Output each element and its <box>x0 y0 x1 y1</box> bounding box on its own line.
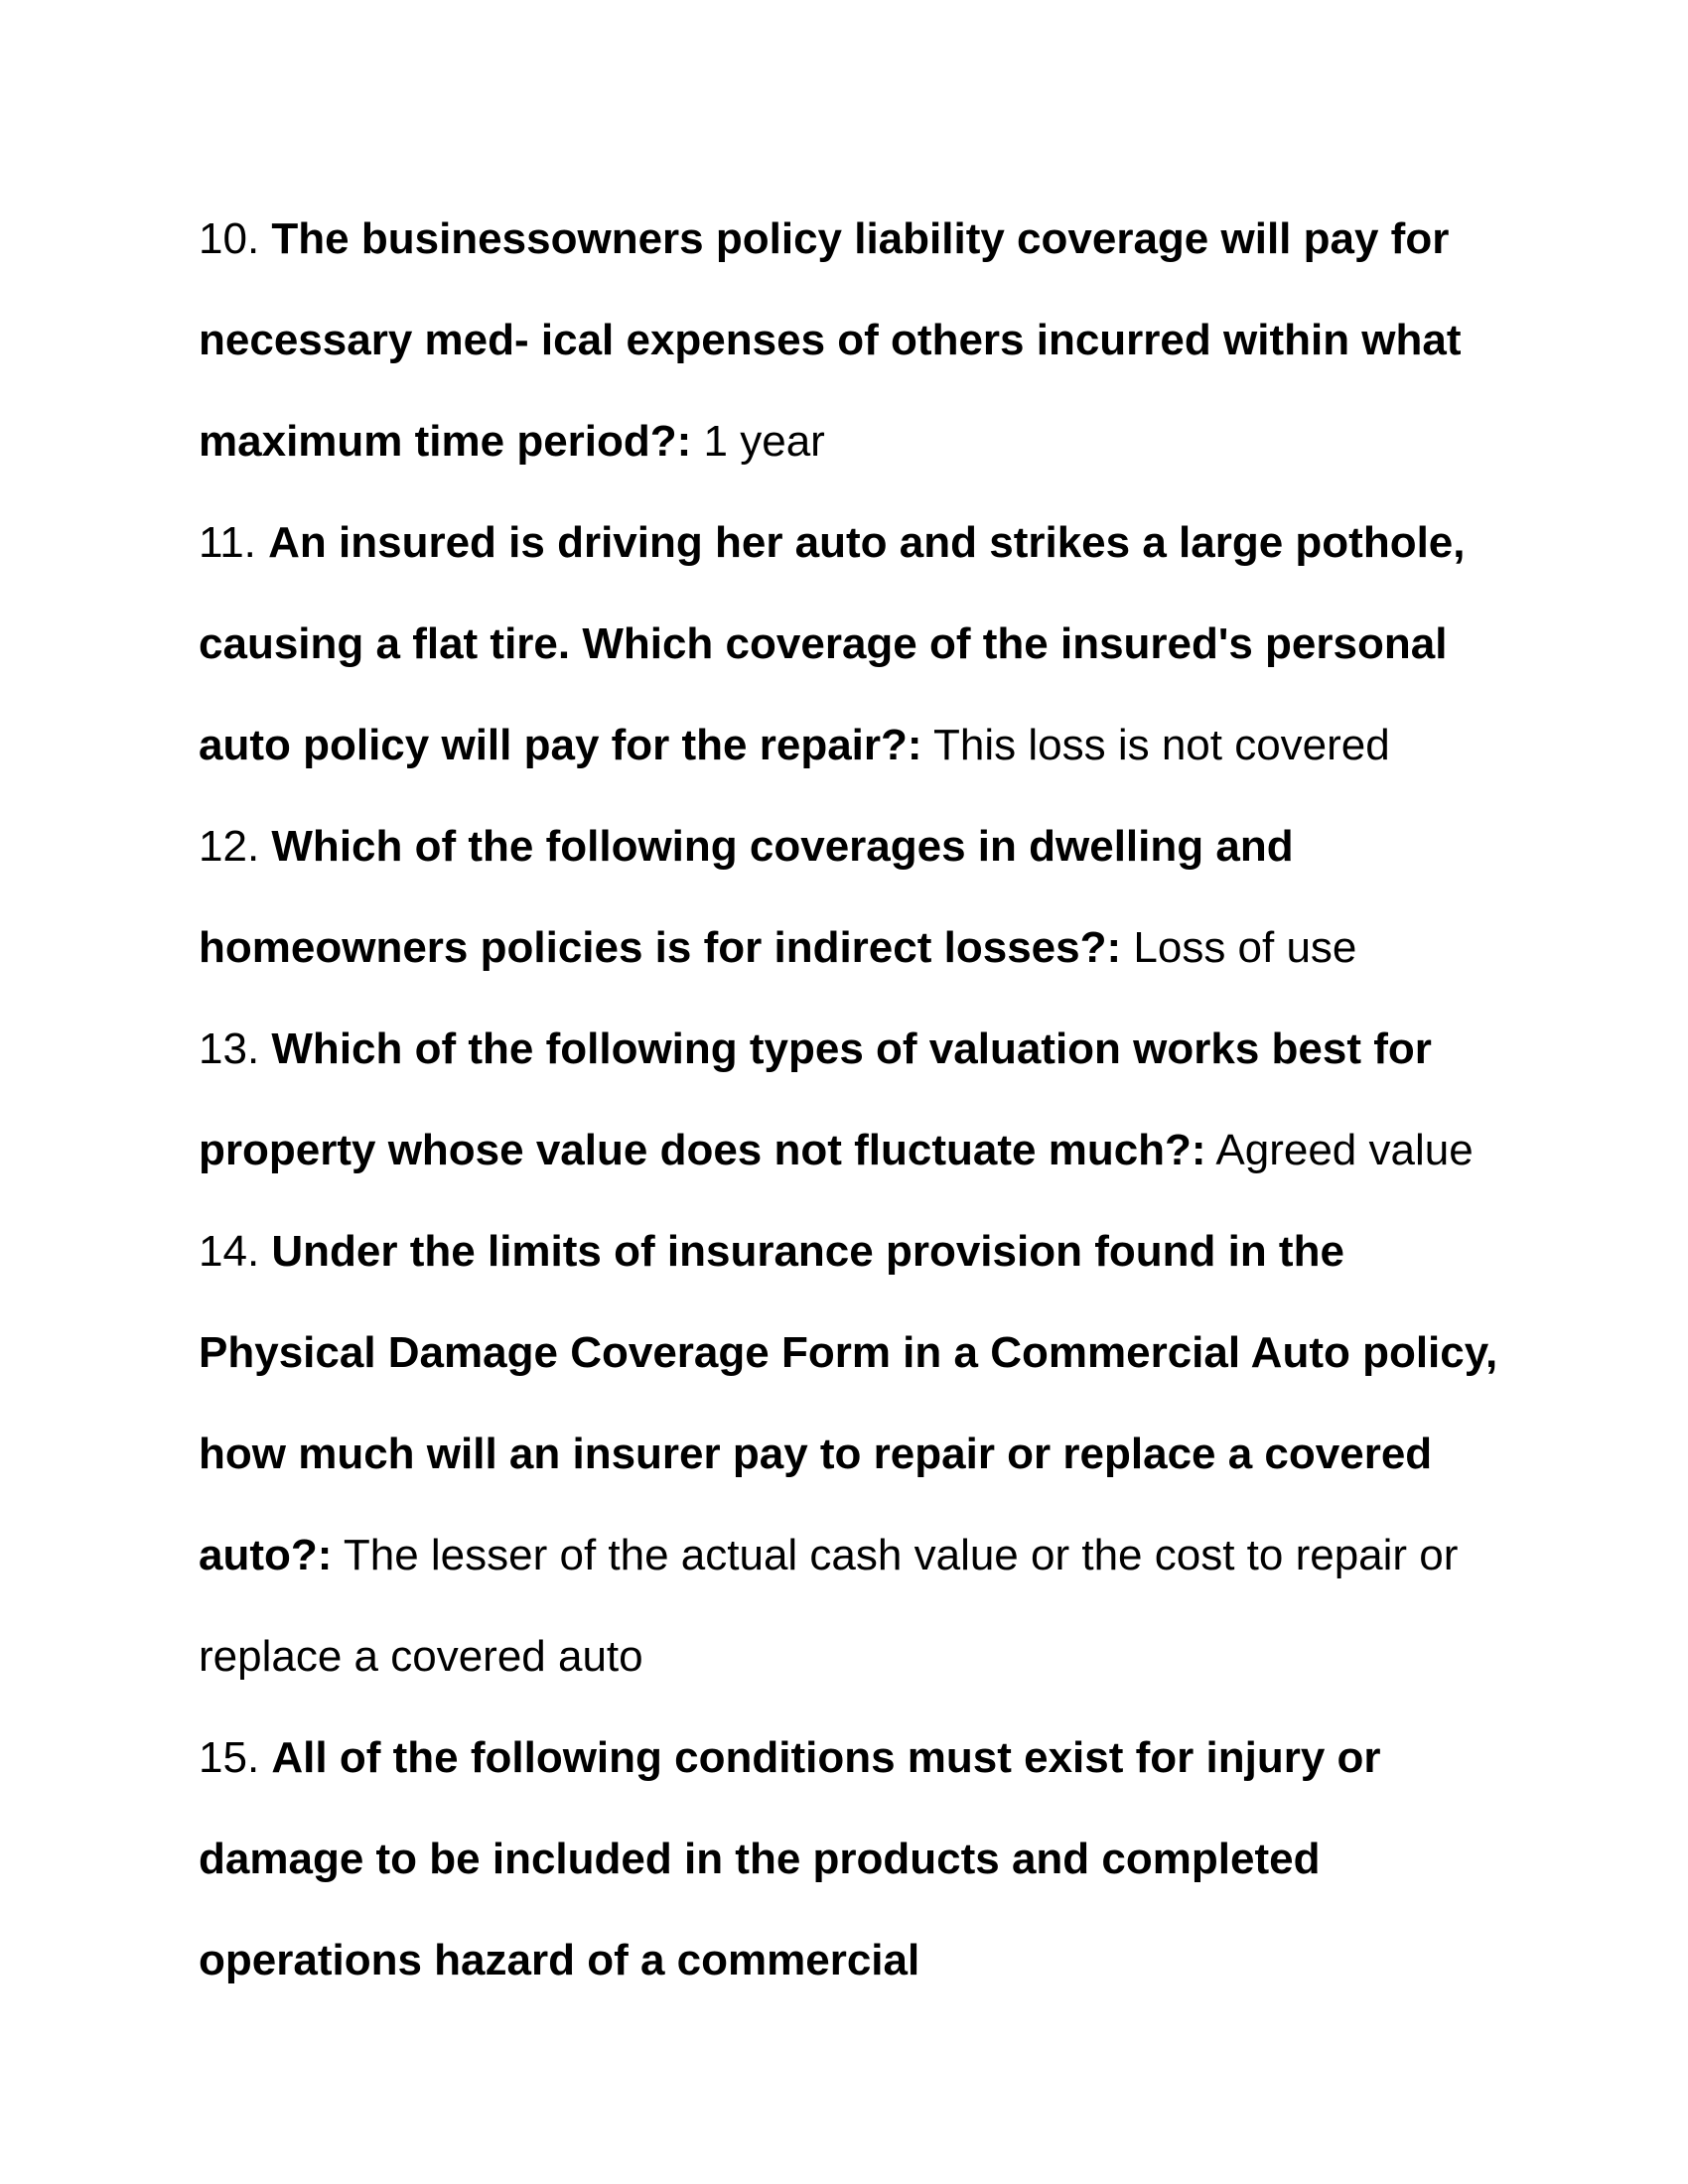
answer-text: Loss of use <box>1133 923 1357 972</box>
question-text: Which of the following types of valuation works best for property whose value does not fluctuate much?: <box>199 1024 1432 1174</box>
question-text: The businessowners policy liability coverage will pay for necessary med- ical expenses of others incurred within what maximum time period?: <box>199 214 1462 466</box>
answer-text: The lesser of the actual cash value or the cost to repair or replace a covered auto <box>199 1531 1459 1681</box>
item-number: 12. <box>199 822 260 871</box>
qa-item-11 <box>199 492 1509 796</box>
question-text: Under the limits of insurance provision found in the Physical Damage Coverage Form in a Commercial Auto policy, how much will an insurer pay to repair or replace a covered auto?: <box>199 1227 1498 1579</box>
item-number: 11. <box>199 518 256 567</box>
qa-item-14 <box>199 1201 1509 1707</box>
question-text: Which of the following coverages in dwelling and homeowners policies is for indirect losses?: <box>199 822 1294 972</box>
item-number: 14. <box>199 1227 260 1276</box>
qa-item-15 <box>199 1707 1509 2011</box>
item-number: 13. <box>199 1024 260 1073</box>
qa-item-10 <box>199 189 1509 492</box>
answer-text: 1 year <box>703 417 825 466</box>
document-page <box>199 189 1509 2011</box>
question-text: An insured is driving her auto and strikes a large pothole, causing a flat tire. Which coverage of the insured's personal auto policy will pay for the repair?: <box>199 518 1466 769</box>
item-number: 15. <box>199 1733 260 1782</box>
item-number: 10. <box>199 214 260 263</box>
answer-text: This loss is not covered <box>933 721 1390 769</box>
qa-item-13 <box>199 999 1509 1201</box>
question-text: All of the following conditions must exist for injury or damage to be included in the products and completed operations hazard of a commercial <box>199 1733 1381 1984</box>
answer-text: Agreed value <box>1215 1126 1474 1174</box>
qa-item-12 <box>199 796 1509 999</box>
